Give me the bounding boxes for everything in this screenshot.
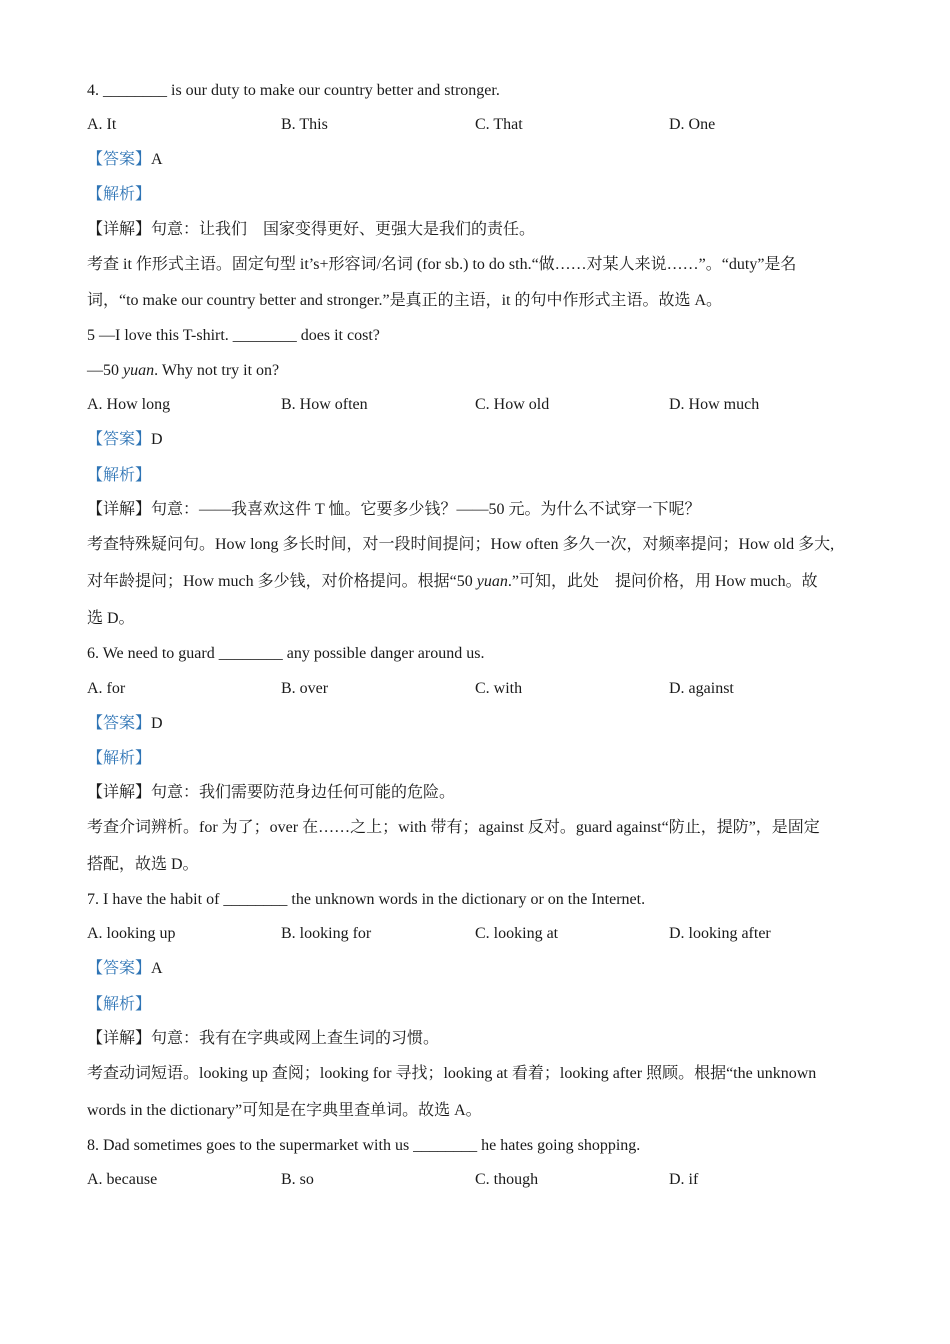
answer-line [87, 430, 870, 450]
option-d: D. How much [669, 396, 760, 413]
detail-line [87, 500, 870, 520]
question-4-options [87, 115, 867, 135]
option-c: C. How old [475, 396, 550, 413]
question-5-stem: 5 —I love this T-shirt. ________ does it cost? [87, 327, 380, 344]
option-c: C. with [475, 680, 523, 697]
option-c: C. though [475, 1171, 539, 1188]
answer-value: A [151, 960, 163, 977]
analysis-tag: 【解析】 [87, 467, 152, 484]
option-c: C. That [475, 116, 523, 133]
option-a: A. because [87, 1171, 158, 1188]
detail-text: 句意：——我喜欢这件 T 恤。它要多少钱？——50 元。为什么不试穿一下呢？ [151, 501, 701, 518]
answer-tag: 【答案】 [87, 715, 152, 732]
question-8-options [87, 1170, 867, 1190]
option-a: A. for [87, 680, 126, 697]
detail-line [87, 1029, 870, 1049]
option-b: B. looking for [281, 925, 372, 942]
answer-value: D [151, 715, 163, 732]
detail-tag: 【详解】 [87, 501, 152, 518]
explanation-line-2: 对年龄提问；How much 多少钱，对价格提问。根据“50 yuan.”可知，此处 提问价格，用 How much。故 [87, 573, 818, 590]
question-7-stem: 7. I have the habit of ________ the unknown words in the dictionary or on the Internet. [87, 891, 646, 908]
answer-value: A [151, 151, 163, 168]
answer-line [87, 150, 870, 170]
question-8-stem: 8. Dad sometimes goes to the supermarket with us ________ he hates going shopping. [87, 1137, 641, 1154]
detail-text: 句意：我们需要防范身边任何可能的危险。 [151, 784, 456, 801]
answer-line [87, 959, 870, 979]
question-6-options [87, 679, 867, 699]
option-b: B. over [281, 680, 329, 697]
explanation-line-2: 搭配，故选 D。 [87, 856, 199, 873]
detail-line [87, 220, 870, 240]
option-b: B. This [281, 116, 328, 133]
explanation-line-1: 考查动词短语。looking up 查阅；looking for 寻找；looking at 看着；looking after 照顾。根据“the unknown [87, 1065, 817, 1082]
detail-line [87, 783, 870, 803]
answer-value: D [151, 431, 163, 448]
analysis-tag: 【解析】 [87, 996, 152, 1013]
explanation-line-2: 词，“to make our country better and stronger.”是真正的主语，it 的句中作形式主语。故选 A。 [87, 292, 723, 309]
answer-line [87, 714, 870, 734]
option-d: D. looking after [669, 925, 771, 942]
explanation-line-1: 考查 it 作形式主语。固定句型 it’s+形容词/名词 (for sb.) to do sth.“做……对某人来说……”。“duty”是名 [87, 256, 797, 273]
option-d: D. One [669, 116, 716, 133]
explanation-line-3: 选 D。 [87, 610, 135, 627]
answer-tag: 【答案】 [87, 151, 152, 168]
detail-tag: 【详解】 [87, 221, 152, 238]
detail-tag: 【详解】 [87, 784, 152, 801]
answer-tag: 【答案】 [87, 431, 152, 448]
option-b: B. so [281, 1171, 314, 1188]
detail-tag: 【详解】 [87, 1030, 152, 1047]
explanation-line-1: 考查特殊疑问句。How long 多长时间，对一段时间提问；How often 多久一次，对频率提问；How old 多大, [87, 536, 835, 553]
option-d: D. against [669, 680, 734, 697]
question-5-reply: —50 yuan. Why not try it on? [87, 362, 280, 379]
question-4-stem: 4. ________ is our duty to make our country better and stronger. [87, 82, 500, 99]
analysis-tag: 【解析】 [87, 750, 152, 767]
question-5-options [87, 395, 867, 415]
option-c: C. looking at [475, 925, 559, 942]
explanation-line-2: words in the dictionary”可知是在字典里查单词。故选 A。 [87, 1102, 482, 1119]
option-a: A. How long [87, 396, 171, 413]
option-a: A. It [87, 116, 117, 133]
option-d: D. if [669, 1171, 699, 1188]
question-7-options [87, 924, 867, 944]
analysis-tag: 【解析】 [87, 186, 152, 203]
option-a: A. looking up [87, 925, 176, 942]
detail-text: 句意：我有在字典或网上查生词的习惯。 [151, 1030, 440, 1047]
question-6-stem: 6. We need to guard ________ any possible danger around us. [87, 645, 485, 662]
option-b: B. How often [281, 396, 368, 413]
answer-tag: 【答案】 [87, 960, 152, 977]
detail-text: 句意：让我们 国家变得更好、更强大是我们的责任。 [151, 221, 536, 238]
explanation-line-1: 考查介词辨析。for 为了；over 在……之上；with 带有；against 反对。guard against“防止，提防”，是固定 [87, 819, 820, 836]
